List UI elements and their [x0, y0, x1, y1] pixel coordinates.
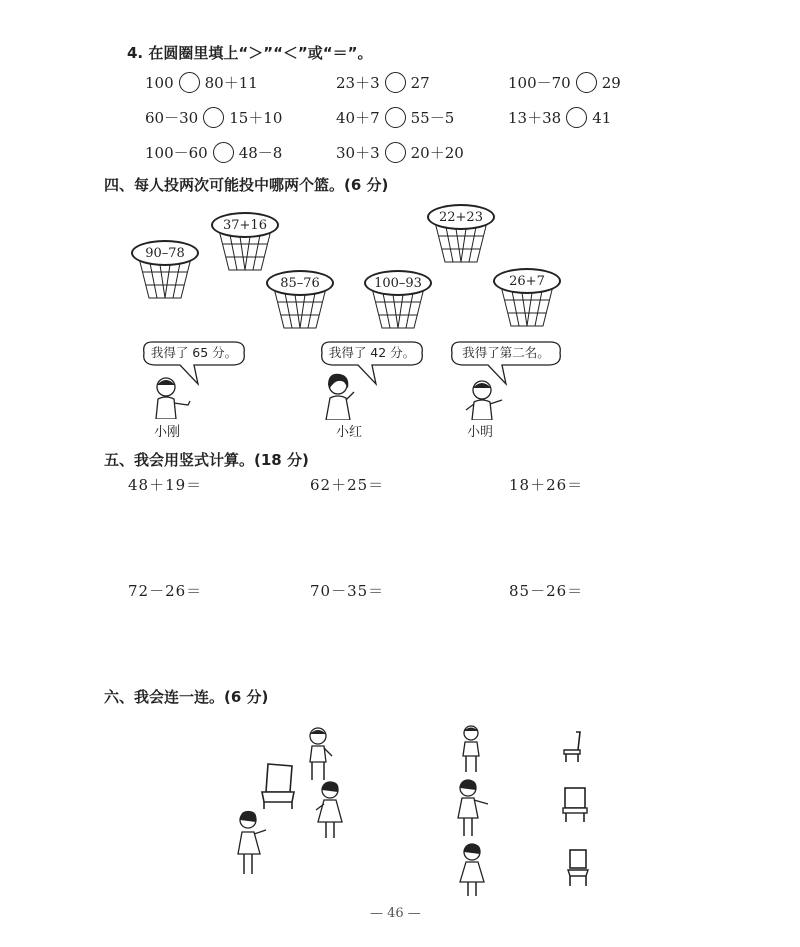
calc-problem: 72－26＝	[128, 582, 203, 600]
kid-name: 小明	[467, 425, 494, 440]
expr-right: 55－5	[410, 109, 455, 127]
boy-figure-icon	[148, 375, 194, 419]
expr-left: 30＋3	[336, 144, 380, 162]
compare-item	[145, 72, 258, 93]
basket-hoop[interactable]	[266, 270, 334, 340]
hoop-label: 90–78	[131, 240, 199, 266]
boy-figure-icon[interactable]	[456, 724, 486, 774]
girl-figure-icon	[318, 372, 362, 420]
basket-hoop[interactable]	[427, 204, 495, 274]
hoop-label: 100–93	[364, 270, 432, 296]
compare-item	[508, 72, 621, 93]
chair-side-icon[interactable]	[560, 730, 586, 764]
compare-item	[336, 107, 454, 128]
answer-circle[interactable]	[203, 107, 224, 128]
expr-right: 41	[592, 108, 612, 127]
section4-title: 4. 在圆圈里填上“＞”“＜”或“＝”。	[127, 44, 373, 62]
kid-name: 小红	[336, 425, 363, 440]
section-basket-title: 四、每人投两次可能投中哪两个篮。(6 分)	[104, 176, 389, 194]
calc-problem: 70－35＝	[310, 582, 385, 600]
basket-hoop[interactable]	[493, 268, 561, 338]
answer-circle[interactable]	[385, 142, 406, 163]
expr-left: 23＋3	[336, 74, 380, 92]
chair-icon[interactable]	[258, 762, 298, 810]
chair-front-icon[interactable]	[566, 848, 590, 888]
answer-circle[interactable]	[576, 72, 597, 93]
bubble-text: 我得了 42 分。	[328, 345, 416, 360]
compare-item	[508, 107, 611, 128]
girl-figure-icon[interactable]	[456, 842, 490, 898]
kid-name: 小刚	[154, 425, 181, 440]
girl-figure-icon[interactable]	[232, 808, 272, 876]
chair-back-icon[interactable]	[562, 786, 588, 824]
girl-figure-icon[interactable]	[452, 778, 492, 838]
expr-left: 100－60	[145, 144, 208, 162]
hoop-label: 85–76	[266, 270, 334, 296]
answer-circle[interactable]	[385, 72, 406, 93]
boy-figure-icon[interactable]	[302, 726, 336, 782]
compare-item	[145, 107, 282, 128]
hoop-label: 37+16	[211, 212, 279, 238]
boy-figure-icon	[462, 378, 508, 420]
calc-problem: 85－26＝	[509, 582, 584, 600]
expr-right: 20＋20	[410, 144, 464, 162]
basket-hoop[interactable]	[131, 240, 199, 310]
basket-hoop[interactable]	[364, 270, 432, 340]
answer-circle[interactable]	[179, 72, 200, 93]
answer-circle[interactable]	[566, 107, 587, 128]
hoop-label: 26+7	[493, 268, 561, 294]
bubble-text: 我得了第二名。	[462, 345, 550, 360]
page-number: — 46 —	[370, 906, 421, 921]
expr-left: 13＋38	[508, 109, 562, 127]
expr-right: 48－8	[238, 144, 283, 162]
calc-problem: 62＋25＝	[310, 476, 385, 494]
expr-right: 15＋10	[229, 109, 283, 127]
expr-right: 80＋11	[204, 74, 258, 92]
expr-left: 60－30	[145, 109, 199, 127]
answer-circle[interactable]	[385, 107, 406, 128]
compare-item	[145, 142, 282, 163]
calc-problem: 18＋26＝	[509, 476, 584, 494]
calc-problem: 48＋19＝	[128, 476, 203, 494]
section-calc-title: 五、我会用竖式计算。(18 分)	[104, 451, 309, 469]
compare-item	[336, 142, 464, 163]
section-link-title: 六、我会连一连。(6 分)	[104, 688, 269, 706]
answer-circle[interactable]	[213, 142, 234, 163]
expr-left: 100－70	[508, 74, 571, 92]
expr-left: 40＋7	[336, 109, 380, 127]
girl-figure-icon[interactable]	[312, 780, 346, 840]
expr-right: 27	[410, 73, 430, 92]
expr-right: 29	[601, 73, 621, 92]
compare-item	[336, 72, 430, 93]
hoop-label: 22+23	[427, 204, 495, 230]
expr-left: 100	[145, 73, 174, 92]
bubble-text: 我得了 65 分。	[150, 345, 238, 360]
